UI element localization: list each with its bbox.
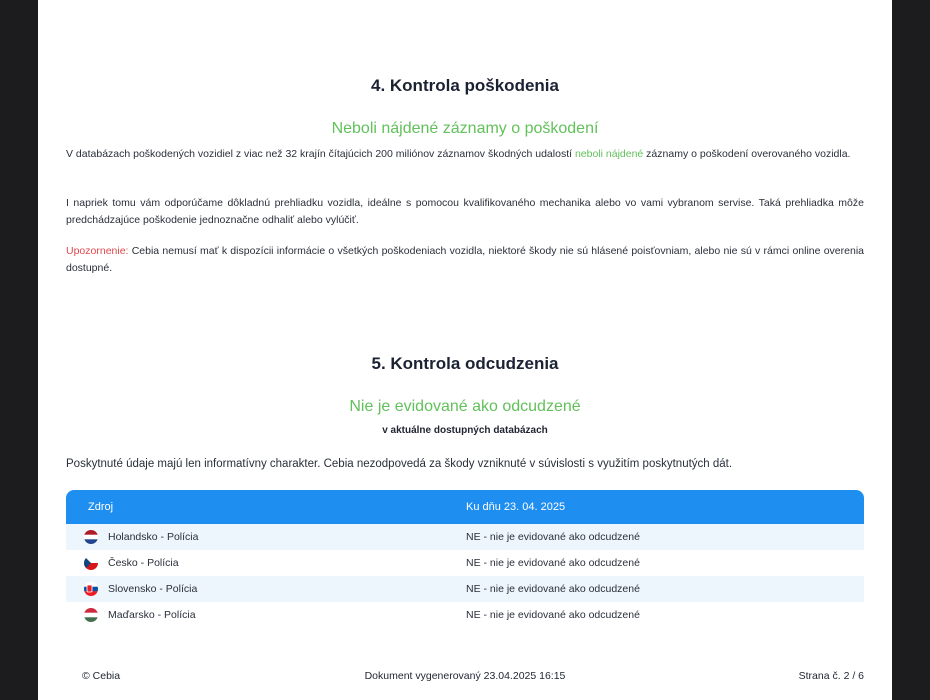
row-source-cell xyxy=(66,530,448,544)
footer-generated: Dokument vygenerovaný 23.04.2025 16:15 xyxy=(364,670,566,682)
column-header-source: Zdroj xyxy=(88,501,114,513)
table-row xyxy=(66,602,864,628)
row-status: NE - nie je evidované ako odcudzené xyxy=(466,583,640,595)
row-source-cell xyxy=(66,582,448,596)
hungary-flag-icon xyxy=(84,608,98,622)
row-source-cell xyxy=(66,556,448,570)
damage-p1-text-pre: V databázach poškodených vozidiel z viac než 32 krajín čítajúcich 200 miliónov záznamov škodných udalostí xyxy=(66,148,575,160)
row-status: NE - nie je evidované ako odcudzené xyxy=(466,557,640,569)
table-row xyxy=(66,576,864,602)
row-source: Holandsko - Polícia xyxy=(108,531,199,543)
warning-label: Upozornenie: xyxy=(66,245,129,257)
theft-disclaimer: Poskytnuté údaje majú len informatívny charakter. Cebia nezodpovedá za škody vzniknuté v súvislosti s využitím poskytnutých dát. xyxy=(66,458,733,470)
table-body xyxy=(66,524,864,628)
section-4-title: 4. Kontrola poškodenia xyxy=(371,76,559,95)
damage-p1-highlight: neboli nájdené xyxy=(574,148,644,160)
damage-paragraph-1 xyxy=(66,146,864,163)
row-source: Slovensko - Polícia xyxy=(108,583,198,595)
czech-flag-icon xyxy=(84,556,98,570)
row-source: Česko - Polícia xyxy=(108,557,179,569)
warning-text: Cebia nemusí mať k dispozícii informácie o všetkých poškodeniach vozidla, niektoré škody nie sú hlásené poisťovniam, alebo nie sú v rámci online overenia dostupné. xyxy=(66,245,864,274)
damage-paragraph-3 xyxy=(66,243,864,277)
damage-result: Neboli nájdené záznamy o poškodení xyxy=(331,120,599,137)
table-row xyxy=(66,524,864,550)
theft-table xyxy=(66,490,864,628)
footer-copyright: © Cebia xyxy=(82,670,121,682)
row-status: NE - nie je evidované ako odcudzené xyxy=(466,531,640,543)
column-header-date: Ku dňu 23. 04. 2025 xyxy=(466,501,566,513)
damage-paragraph-2: I napriek tomu vám odporúčame dôkladnú prehliadku vozidla, ideálne s pomocou kvalifikovaného mechanika alebo vo vami vybranom servise. Taká prehliadka môže predchádzajúce poškodenie jednoznačne odhaliť alebo vylúčiť. xyxy=(66,197,864,226)
slovakia-flag-icon xyxy=(84,582,98,596)
section-5-title: 5. Kontrola odcudzenia xyxy=(371,354,559,373)
netherlands-flag-icon xyxy=(84,530,98,544)
row-status: NE - nie je evidované ako odcudzené xyxy=(466,609,640,621)
table-row xyxy=(66,550,864,576)
footer-page-number: Strana č. 2 / 6 xyxy=(798,670,864,682)
row-source-cell xyxy=(66,608,448,622)
row-source: Maďarsko - Polícia xyxy=(108,609,196,621)
theft-result: Nie je evidované ako odcudzené xyxy=(349,398,581,415)
report-page xyxy=(38,0,892,700)
damage-p1-text-post: záznamy o poškodení overovaného vozidla. xyxy=(643,148,851,160)
table-header xyxy=(66,490,864,524)
theft-subtitle: v aktuálne dostupných databázach xyxy=(382,425,548,436)
